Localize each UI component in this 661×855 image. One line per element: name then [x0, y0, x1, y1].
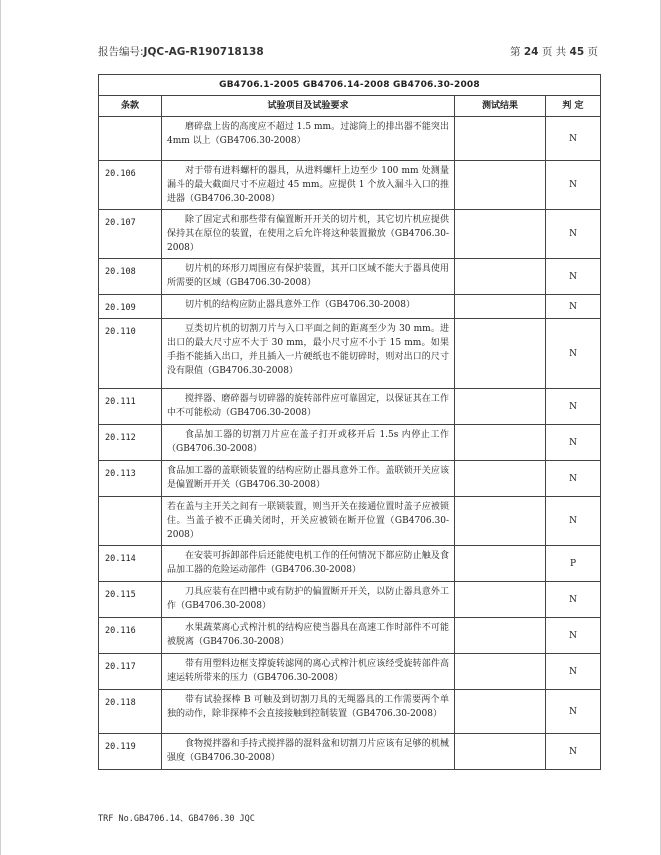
result-cell	[455, 161, 546, 210]
verdict-cell: N	[546, 319, 601, 389]
table-row	[99, 497, 601, 546]
result-cell	[455, 546, 546, 582]
requirement-cell: 磨碎盘上齿的高度应不超过 1.5 mm。过滤筒上的排出器不能突出 4mm 以上（GB4706.30-2008）	[162, 117, 455, 161]
standards-title: GB4706.1-2005 GB4706.14-2008 GB4706.30-2008	[99, 75, 601, 96]
table-row	[99, 690, 601, 734]
requirement-cell: 切片机的环形刀周围应有保护装置，其开口区域不能大于器具使用所需要的区域（GB4706.30-2008）	[162, 259, 455, 295]
test-items-table	[98, 74, 601, 770]
result-cell	[455, 734, 546, 770]
page-prefix: 第	[510, 46, 521, 58]
clause-cell: 20.109	[99, 295, 162, 319]
page-mid: 页 共	[541, 46, 567, 58]
clause-cell	[99, 117, 162, 161]
table-row	[99, 734, 601, 770]
table-row	[99, 319, 601, 389]
page-suffix: 页	[587, 46, 598, 58]
requirement-cell: 若在盖与主开关之间有一联锁装置，则当开关在接通位置时盖子应被锁住。当盖子被不正确关闭时，开关应被锁在断开位置（GB4706.30-2008）	[162, 497, 455, 546]
table-row	[99, 161, 601, 210]
requirement-cell: 切片机的结构应防止器具意外工作（GB4706.30-2008）	[162, 295, 455, 319]
clause-cell: 20.113	[99, 461, 162, 497]
report-number	[98, 44, 264, 59]
col-header-clause: 条款	[99, 96, 162, 117]
verdict-cell: N	[546, 654, 601, 690]
verdict-cell: P	[546, 546, 601, 582]
result-cell	[455, 259, 546, 295]
requirement-cell: 对于带有进料螺杆的器具，从进料螺杆上边至少 100 mm 处测量漏斗的最大截面尺寸不应超过 45 mm。应提供 1 个放入漏斗入口的推进器（GB4706.30-2008）	[162, 161, 455, 210]
verdict-cell: N	[546, 497, 601, 546]
verdict-cell: N	[546, 259, 601, 295]
table-row	[99, 259, 601, 295]
requirement-cell: 豆类切片机的切割刀片与入口平面之间的距离至少为 30 mm。进出口的最大尺寸应不大于 30 mm，最小尺寸应不小于 15 mm。如果手指不能插入出口，并且插入一片硬纸也不能切碎时，则对出口的尺寸没有限值（GB4706.30-2008）	[162, 319, 455, 389]
clause-cell: 20.116	[99, 618, 162, 654]
result-cell	[455, 654, 546, 690]
requirement-cell: 在安装可拆卸部件后还能使电机工作的任何情况下都应防止触及食品加工器的危险运动部件（GB4706.30-2008）	[162, 546, 455, 582]
result-cell	[455, 618, 546, 654]
requirement-cell: 刀具应装有在凹槽中或有防护的偏置断开开关，以防止器具意外工作（GB4706.30-2008）	[162, 582, 455, 618]
col-header-item: 试验项目及试验要求	[162, 96, 455, 117]
table-row	[99, 295, 601, 319]
result-cell	[455, 461, 546, 497]
clause-cell: 20.112	[99, 425, 162, 461]
verdict-cell: N	[546, 210, 601, 259]
clause-cell: 20.118	[99, 690, 162, 734]
clause-cell: 20.114	[99, 546, 162, 582]
result-cell	[455, 690, 546, 734]
clause-cell: 20.119	[99, 734, 162, 770]
page-total: 45	[569, 46, 585, 58]
requirement-cell: 搅拌器、磨碎器与切碎器的旋转部件应可靠固定，以保证其在工作中不可能松动（GB4706.30-2008）	[162, 389, 455, 425]
page-indicator	[510, 44, 598, 59]
verdict-cell: N	[546, 618, 601, 654]
clause-cell: 20.106	[99, 161, 162, 210]
clause-cell: 20.115	[99, 582, 162, 618]
requirement-cell: 食物搅拌器和手持式搅拌器的混料盆和切割刀片应该有足够的机械强度（GB4706.30-2008）	[162, 734, 455, 770]
table-row	[99, 618, 601, 654]
result-cell	[455, 210, 546, 259]
result-cell	[455, 389, 546, 425]
clause-cell: 20.110	[99, 319, 162, 389]
result-cell	[455, 319, 546, 389]
table-row	[99, 546, 601, 582]
verdict-cell: N	[546, 117, 601, 161]
clause-cell: 20.108	[99, 259, 162, 295]
col-header-result: 测试结果	[455, 96, 546, 117]
report-number-value: JQC-AG-R190718138	[143, 46, 264, 58]
verdict-cell: N	[546, 461, 601, 497]
requirement-cell: 带有用塑料边框支撑旋转滤网的离心式榨汁机应该经受旋转部件高速运转所带来的压力（GB4706.30-2008）	[162, 654, 455, 690]
clause-cell: 20.111	[99, 389, 162, 425]
result-cell	[455, 497, 546, 546]
requirement-cell: 带有试验探棒 B 可触及到切割刀具的无绳器具的工作需要两个单独的动作，除非探棒不会直接接触到控制装置（GB4706.30-2008）	[162, 690, 455, 734]
col-header-verdict: 判 定	[546, 96, 601, 117]
table-row	[99, 654, 601, 690]
requirement-cell: 除了固定式和那些带有偏置断开开关的切片机，其它切片机应提供保持其在原位的装置，在使用之后允许将这种装置撤放（GB4706.30-2008）	[162, 210, 455, 259]
requirement-cell: 食品加工器的盖联锁装置的结构应防止器具意外工作。盖联锁开关应该是偏置断开开关（GB4706.30-2008）	[162, 461, 455, 497]
result-cell	[455, 425, 546, 461]
requirement-cell: 食品加工器的切割刀片应在盖子打开或移开后 1.5s 内停止工作（GB4706.30-2008）	[162, 425, 455, 461]
clause-cell: 20.117	[99, 654, 162, 690]
table-row	[99, 425, 601, 461]
report-number-label: 报告编号:	[98, 46, 144, 58]
verdict-cell: N	[546, 161, 601, 210]
result-cell	[455, 117, 546, 161]
verdict-cell: N	[546, 734, 601, 770]
table-row	[99, 117, 601, 161]
table-row	[99, 461, 601, 497]
table-row	[99, 210, 601, 259]
verdict-cell: N	[546, 425, 601, 461]
result-cell	[455, 582, 546, 618]
table-body	[99, 117, 601, 770]
requirement-cell: 水果蔬菜离心式榨汁机的结构应使当器具在高速工作时部件不可能被脱离（GB4706.30-2008）	[162, 618, 455, 654]
verdict-cell: N	[546, 582, 601, 618]
result-cell	[455, 295, 546, 319]
clause-cell	[99, 497, 162, 546]
table-row	[99, 582, 601, 618]
verdict-cell: N	[546, 389, 601, 425]
verdict-cell: N	[546, 690, 601, 734]
table-row	[99, 389, 601, 425]
page-footer: TRF No.GB4706.14、GB4706.30 JQC	[98, 814, 255, 824]
verdict-cell: N	[546, 295, 601, 319]
page-current: 24	[523, 46, 539, 58]
clause-cell: 20.107	[99, 210, 162, 259]
